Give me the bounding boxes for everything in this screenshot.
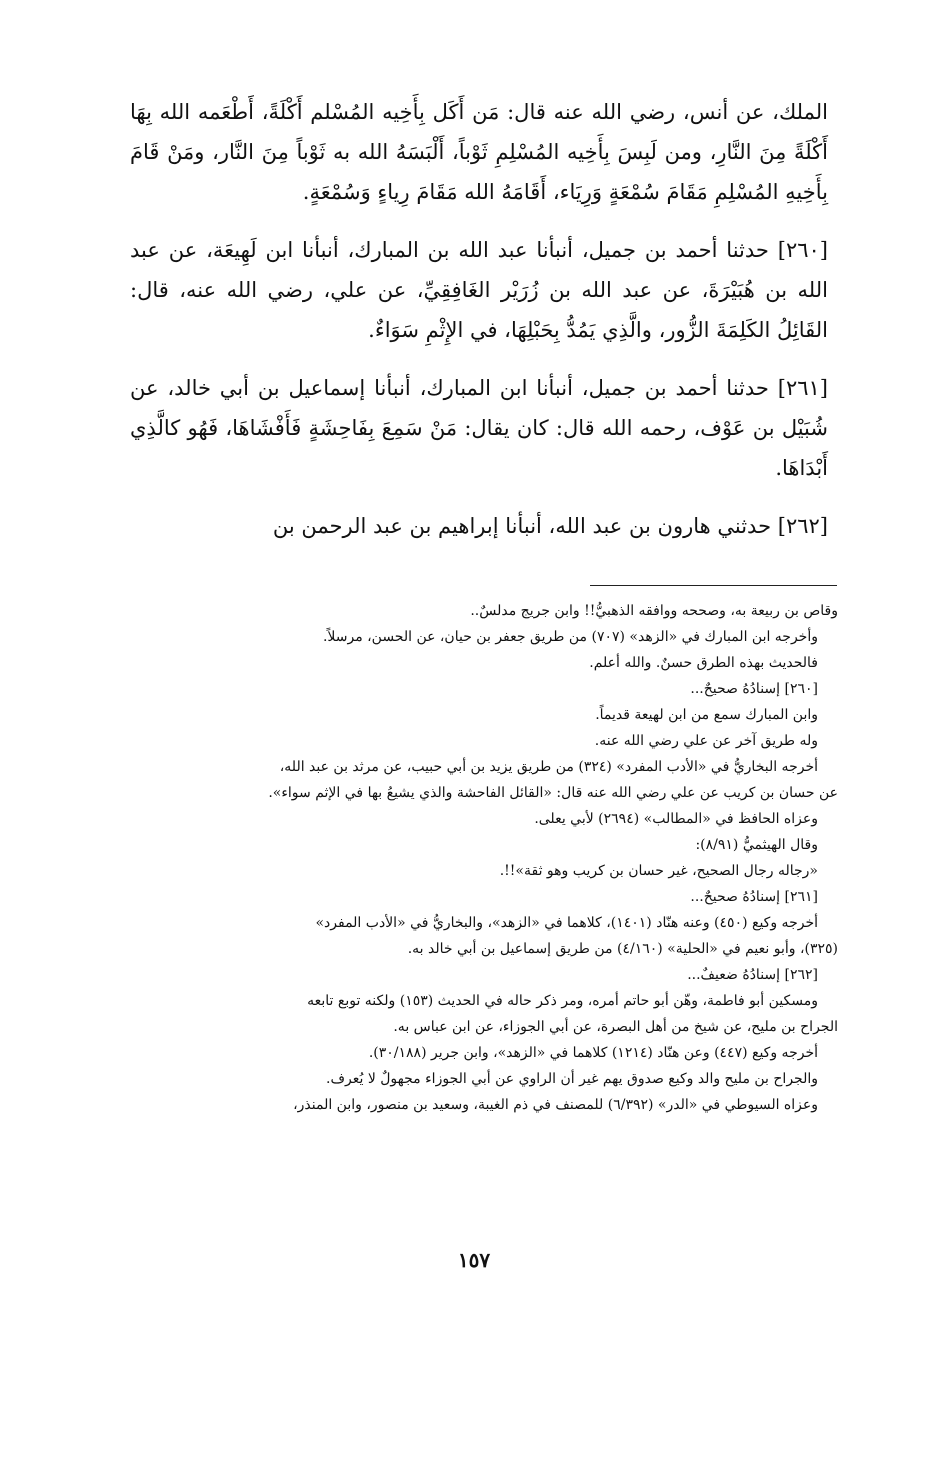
paragraph-hadith-262 [130, 506, 828, 546]
footnotes-block [110, 598, 838, 1118]
paragraph-text: حدثنا أحمد بن جميل، أنبأنا عبد الله بن المبارك، أنبأنا ابن لَهِيعَة، عن عبد الله بن هُبَيْرَةَ، عن عبد الله بن زُرَيْر الغَافِقِيِّ، عن علي، رضي الله عنه، قال: القَائِلُ الكَلِمَةَ الزُّور، والَّذِي يَمُدُّ بِحَبْلِهَا، في الإِثْمِ سَوَاءٌ. [130, 238, 828, 342]
footnote-line: وقاص بن ربيعة به، وصححه ووافقه الذهبيُّ!! وابن جريج مدلسٌ.. [470, 603, 838, 619]
footnote-line: الجراح بن مليح، عن شيخ من أهل البصرة، عن أبي الجوزاء، عن ابن عباس به. [393, 1019, 838, 1035]
footnote-line: عن حسان بن كريب عن علي رضي الله عنه قال: «القائل الفاحشة والذي يشيعُ بها في الإثم سواء». [268, 785, 838, 801]
footnote-line: [٢٦١] إسنادُهُ صحيحٌ... [690, 889, 818, 905]
footnote-line: [٢٦٠] إسنادُهُ صحيحٌ... [690, 681, 818, 697]
main-text-block [130, 92, 828, 564]
footnote-line: أخرجه وكيع (٤٥٠) وعنه هنّاد (١٤٠١)، كلاهما في «الزهد»، والبخاريُّ في «الأدب المفرد» [315, 915, 818, 931]
page-number: ١٥٧ [457, 1248, 491, 1272]
paragraph-text: الملك، عن أنس، رضي الله عنه قال: مَن أَكَل بِأَخِيه المُسْلم أَكْلَةً، أَطْعَمه الله بِهَا أَكْلَةً مِنَ النَّارِ، ومن لَبِسَ بِأَخِيه المُسْلِمِ ثَوْباً، أَلْبَسَهُ الله به ثَوْباً مِنَ النَّار، ومَنْ قَامَ بِأَخِيهِ المُسْلِمِ مَقَامَ سُمْعَةٍ وَرِيَاء، أَقَامَهُ الله مَقَامَ رِياءٍ وَسُمْعَةٍ. [130, 100, 828, 204]
footnote-line: وأخرجه ابن المبارك في «الزهد» (٧٠٧) من طريق جعفر بن حيان، عن الحسن، مرسلاً. [322, 629, 818, 645]
footnote-line: أخرجه وكيع (٤٤٧) وعن هنّاد (١٢١٤) كلاهما في «الزهد»، وابن جرير (٣٠/١٨٨). [368, 1045, 818, 1061]
footnote-separator [590, 585, 837, 586]
footnote-line: وقال الهيثميُّ (٨/٩١): [695, 837, 818, 853]
footnote-line: [٢٦٢] إسنادُهُ ضعيفٌ... [687, 967, 818, 983]
hadith-number: [٢٦١] [777, 376, 828, 400]
footnote-line: وعزاه السيوطي في «الدر» (٦/٣٩٢) للمصنف في ذم الغيبة، وسعيد بن منصور، وابن المنذر، [293, 1097, 818, 1113]
footnote-line: وابن المبارك سمع من ابن لهيعة قديماً. [595, 707, 818, 723]
footnote-line: وله طريق آخر عن علي رضي الله عنه. [594, 733, 818, 749]
footnote-line: وعزاه الحافظ في «المطالب» (٢٦٩٤) لأبي يعلى. [534, 811, 818, 827]
paragraph-hadith-261 [130, 368, 828, 488]
footnote-line: ومسكين أبو فاطمة، وهّن أبو حاتم أمره، ومر ذكر حاله في الحديث (١٥٣) ولكنه توبع تابعه [307, 993, 818, 1009]
paragraph-continuation [130, 92, 828, 212]
footnote-line: أخرجه البخاريُّ في «الأدب المفرد» (٣٢٤) من طريق يزيد بن أبي حبيب، عن مرثد بن عبد الله، [279, 759, 818, 775]
paragraph-hadith-260 [130, 230, 828, 350]
paragraph-text: حدثني هارون بن عبد الله، أنبأنا إبراهيم بن عبد الرحمن بن [272, 514, 772, 538]
footnote-line: (٣٢٥)، وأبو نعيم في «الحلية» (٤/١٦٠) من طريق إسماعيل بن أبي خالد به. [407, 941, 838, 957]
footnote-line: فالحديث بهذه الطرق حسنٌ. والله أعلم. [589, 655, 818, 671]
footnote-line: «رجاله رجال الصحيح، غير حسان بن كريب وهو ثقة»!!. [499, 863, 818, 879]
paragraph-text: حدثنا أحمد بن جميل، أنبأنا ابن المبارك، أنبأنا إسماعيل بن أبي خالد، عن شُبَيْل بن عَوْف، رحمه الله قال: كان يقال: مَنْ سَمِعَ بِفَاحِشَةٍ فَأَفْشَاهَا، فَهُو كالَّذِي أَبْدَاهَا. [130, 376, 828, 480]
footnote-line: والجراح بن مليح والد وكيع صدوق يهم غير أن الراوي عن أبي الجوزاء مجهولٌ لا يُعرف. [326, 1071, 818, 1087]
hadith-number: [٢٦٠] [777, 238, 828, 262]
hadith-number: [٢٦٢] [777, 514, 828, 538]
